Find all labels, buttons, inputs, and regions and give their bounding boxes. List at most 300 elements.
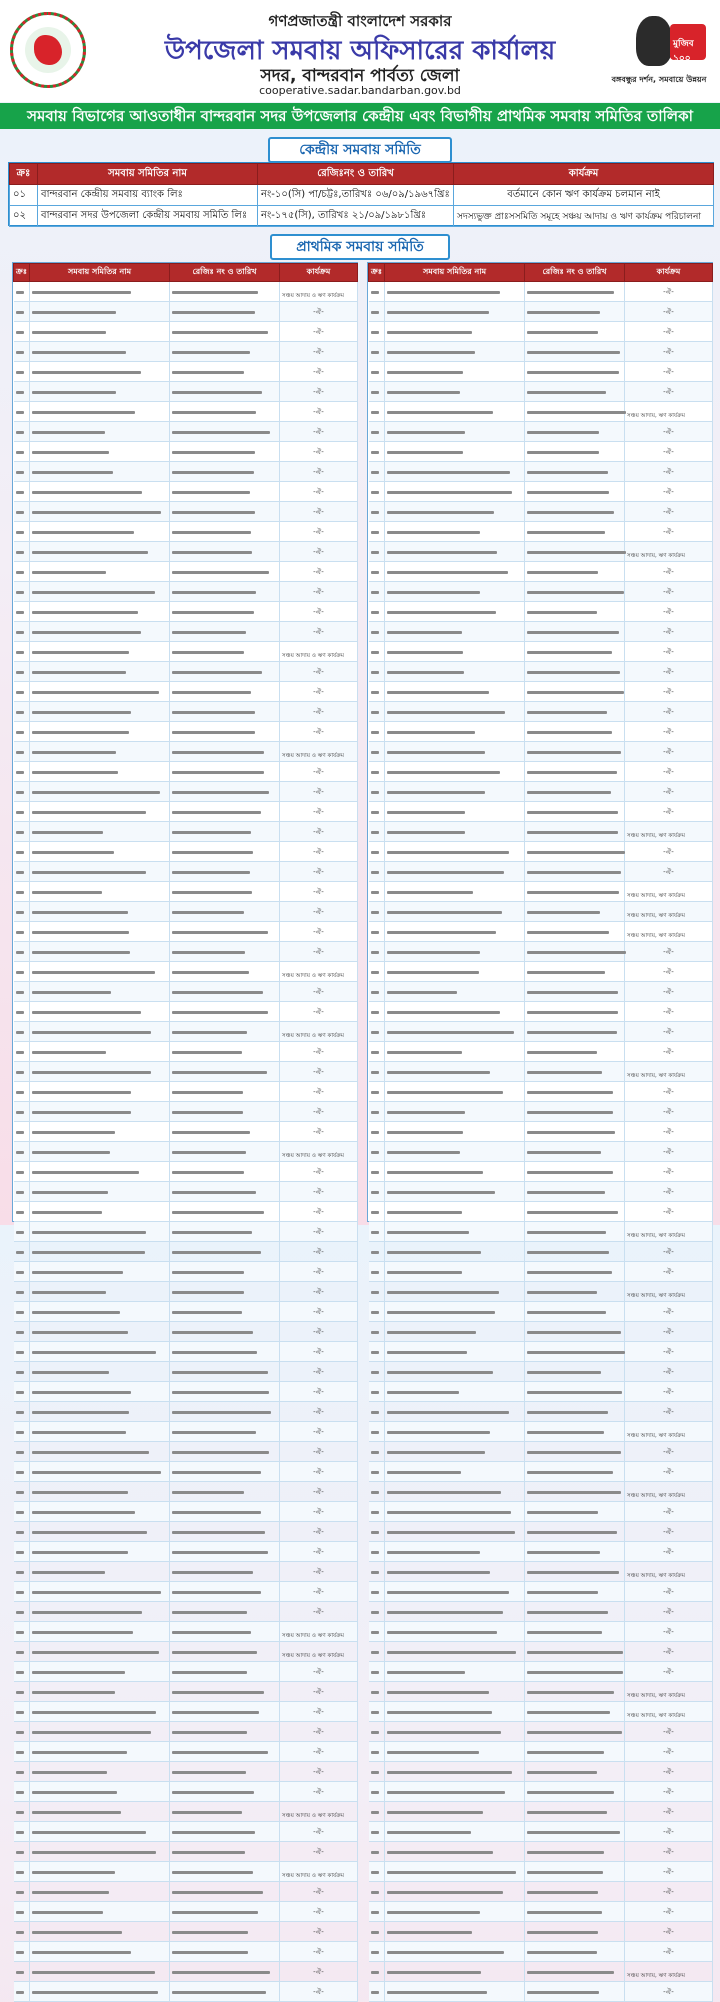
row-serial-placeholder — [14, 1922, 30, 1942]
row-serial-placeholder — [369, 1742, 385, 1762]
row-serial-placeholder — [14, 562, 30, 582]
row-activity: -ঐ- — [625, 1142, 713, 1162]
table-row — [369, 682, 713, 702]
table-row — [369, 282, 713, 302]
row-serial-placeholder — [14, 1102, 30, 1122]
row-activity: -ঐ- — [280, 622, 358, 642]
row-serial-placeholder — [369, 1122, 385, 1142]
table-row — [369, 922, 713, 942]
row-name-placeholder — [385, 1142, 525, 1162]
row-serial-placeholder — [14, 1742, 30, 1762]
table-row — [14, 1882, 358, 1902]
row-registration-placeholder — [170, 442, 280, 462]
row-activity: -ঐ- — [625, 1302, 713, 1322]
table-row — [14, 962, 358, 982]
row-activity: -ঐ- — [280, 1902, 358, 1922]
row-serial-placeholder — [14, 862, 30, 882]
row-activity: -ঐ- — [280, 1742, 358, 1762]
row-name-placeholder — [30, 1522, 170, 1542]
row-serial-placeholder — [369, 1982, 385, 2002]
row-registration-placeholder — [525, 842, 625, 862]
row-activity: -ঐ- — [625, 1442, 713, 1462]
row-serial-placeholder — [369, 1702, 385, 1722]
row-activity: -ঐ- — [625, 1802, 713, 1822]
row-name-placeholder — [30, 1182, 170, 1202]
table-row — [369, 602, 713, 622]
table-row — [369, 1982, 713, 2002]
table-row — [369, 322, 713, 342]
row-registration-placeholder — [525, 1042, 625, 1062]
table-row — [369, 1302, 713, 1322]
row-registration-placeholder — [525, 702, 625, 722]
row-registration-placeholder — [525, 1982, 625, 2002]
row-name-placeholder — [30, 822, 170, 842]
row-name-placeholder — [385, 1942, 525, 1962]
table-row — [369, 1662, 713, 1682]
row-name-placeholder — [30, 1842, 170, 1862]
row-serial-placeholder — [14, 1222, 30, 1242]
row-name-placeholder — [30, 462, 170, 482]
row-registration-placeholder — [170, 1702, 280, 1722]
table-row — [14, 502, 358, 522]
table-row — [14, 622, 358, 642]
row-serial-placeholder — [14, 1042, 30, 1062]
row-name-placeholder — [385, 942, 525, 962]
row-serial-placeholder — [14, 742, 30, 762]
row-registration-placeholder — [525, 442, 625, 462]
table-row — [369, 1802, 713, 1822]
table-row — [14, 1042, 358, 1062]
row-serial-placeholder — [369, 662, 385, 682]
row-registration-placeholder — [525, 1602, 625, 1622]
row-activity: সঞ্চয় আদায়, ঋণ কার্যক্রম — [625, 1222, 713, 1242]
table-row — [14, 482, 358, 502]
row-activity: সঞ্চয় আদায়, ঋণ কার্যক্রম — [625, 1702, 713, 1722]
table-row — [369, 1042, 713, 1062]
row-registration-placeholder — [170, 362, 280, 382]
row-serial-placeholder — [14, 1722, 30, 1742]
row-registration-placeholder — [170, 1282, 280, 1302]
row-activity: -ঐ- — [625, 1402, 713, 1422]
table-row — [14, 762, 358, 782]
table-row — [14, 1322, 358, 1342]
row-serial-placeholder — [14, 1862, 30, 1882]
row-activity: -ঐ- — [625, 322, 713, 342]
row-registration-placeholder — [525, 902, 625, 922]
row-name-placeholder — [385, 362, 525, 382]
table-row — [14, 1802, 358, 1822]
row-activity: -ঐ- — [625, 1862, 713, 1882]
row-name-placeholder — [385, 1322, 525, 1342]
row-name-placeholder — [385, 542, 525, 562]
row-serial-placeholder — [14, 422, 30, 442]
row-activity: -ঐ- — [280, 822, 358, 842]
row-activity: -ঐ- — [280, 602, 358, 622]
row-serial-placeholder — [14, 382, 30, 402]
row-registration-placeholder — [170, 1962, 280, 1982]
row-registration-placeholder — [525, 582, 625, 602]
row-serial-placeholder — [369, 362, 385, 382]
row-registration-placeholder — [170, 1262, 280, 1282]
table-row — [369, 862, 713, 882]
table-row — [14, 1522, 358, 1542]
row-activity: -ঐ- — [625, 962, 713, 982]
table-row — [369, 662, 713, 682]
row-activity: সঞ্চয় আদায় ও ঋণ কার্যক্রম — [280, 1802, 358, 1822]
row-registration-placeholder — [170, 722, 280, 742]
row-serial-placeholder — [14, 1782, 30, 1802]
row-activity: -ঐ- — [625, 1002, 713, 1022]
row-serial-placeholder — [369, 1222, 385, 1242]
table-row — [14, 1002, 358, 1022]
row-registration-placeholder — [525, 802, 625, 822]
row-serial-placeholder — [369, 722, 385, 742]
row-registration-placeholder — [525, 1642, 625, 1662]
row-registration-placeholder — [525, 1482, 625, 1502]
primary-table-right — [367, 262, 713, 1996]
table-row — [14, 1702, 358, 1722]
row-activity: -ঐ- — [280, 1282, 358, 1302]
table-row — [369, 382, 713, 402]
row-serial-placeholder — [369, 982, 385, 1002]
table-row — [369, 1442, 713, 1462]
row-activity: -ঐ- — [280, 1942, 358, 1962]
row-registration-placeholder — [170, 922, 280, 942]
row-registration-placeholder — [170, 742, 280, 762]
row-serial-placeholder — [14, 662, 30, 682]
row-activity: -ঐ- — [625, 1662, 713, 1682]
row-serial-placeholder — [369, 1062, 385, 1082]
table-row — [14, 1182, 358, 1202]
row-serial-placeholder — [14, 322, 30, 342]
slogan: বঙ্গবন্ধুর দর্শন, সমবায়ে উন্নয়ন — [611, 75, 707, 84]
row-name-placeholder — [385, 1482, 525, 1502]
row-activity: -ঐ- — [625, 282, 713, 302]
row-name-placeholder — [385, 1642, 525, 1662]
row-activity: -ঐ- — [280, 1702, 358, 1722]
row-name-placeholder — [30, 922, 170, 942]
row-name-placeholder — [385, 1342, 525, 1362]
table-row — [14, 1142, 358, 1162]
row-registration-placeholder — [525, 342, 625, 362]
row-registration-placeholder — [170, 1982, 280, 2002]
table-row — [14, 782, 358, 802]
row-activity: -ঐ- — [280, 1822, 358, 1842]
row-registration-placeholder — [525, 1702, 625, 1722]
primary-right-rows — [369, 282, 713, 2002]
table-row — [369, 1842, 713, 1862]
row-serial-placeholder — [369, 382, 385, 402]
row-registration-placeholder — [525, 882, 625, 902]
row-activity: -ঐ- — [625, 1982, 713, 2002]
table-row — [14, 1642, 358, 1662]
table-row — [14, 462, 358, 482]
table-row — [14, 442, 358, 462]
row-serial-placeholder — [369, 822, 385, 842]
row-activity: -ঐ- — [280, 1682, 358, 1702]
row-registration-placeholder — [525, 362, 625, 382]
row-serial-placeholder — [369, 1522, 385, 1542]
row-name-placeholder — [385, 722, 525, 742]
row-registration-placeholder — [170, 1782, 280, 1802]
row-name-placeholder — [385, 602, 525, 622]
table-row — [14, 602, 358, 622]
table-row — [369, 1962, 713, 1982]
row-serial-placeholder — [14, 1702, 30, 1722]
table-row — [14, 1942, 358, 1962]
row-activity: -ঐ- — [625, 1542, 713, 1562]
row-serial-placeholder — [14, 1902, 30, 1922]
row-serial-placeholder — [14, 362, 30, 382]
row-serial-placeholder — [14, 722, 30, 742]
table-row — [14, 1242, 358, 1262]
central-table — [9, 163, 714, 227]
table-row — [14, 1602, 358, 1622]
row-registration-placeholder — [525, 742, 625, 762]
row-registration-placeholder — [170, 942, 280, 962]
central-table-container — [8, 162, 714, 226]
row-name-placeholder — [30, 982, 170, 1002]
row-activity: বর্তমানে কোন ঋণ কার্যক্রম চলমান নাই — [454, 185, 714, 206]
row-registration-placeholder — [170, 1402, 280, 1422]
row-serial-placeholder — [369, 1902, 385, 1922]
row-activity: -ঐ- — [625, 642, 713, 662]
row-name-placeholder — [30, 882, 170, 902]
row-activity: -ঐ- — [280, 1262, 358, 1282]
row-serial-placeholder — [369, 1402, 385, 1422]
row-name-placeholder — [385, 1742, 525, 1762]
row-registration-placeholder — [525, 1942, 625, 1962]
row-registration-placeholder — [525, 1142, 625, 1162]
row-activity: সদস্যভুক্ত প্রাঃসসমিতি সমূহে সঞ্চয় আদায় ও ঋণ কার্যক্রম পরিচালনা — [454, 206, 714, 227]
table-row — [14, 382, 358, 402]
row-serial-placeholder — [369, 1442, 385, 1462]
row-serial-placeholder — [14, 1482, 30, 1502]
table-row — [14, 1722, 358, 1742]
row-activity: -ঐ- — [625, 1462, 713, 1482]
row-serial-placeholder — [14, 962, 30, 982]
row-activity: -ঐ- — [280, 402, 358, 422]
row-activity: -ঐ- — [625, 1882, 713, 1902]
row-registration-placeholder — [525, 1522, 625, 1542]
row-name-placeholder — [385, 1362, 525, 1382]
table-row — [369, 1242, 713, 1262]
row-activity: -ঐ- — [280, 1842, 358, 1862]
row-serial-placeholder — [14, 402, 30, 422]
row-name-placeholder — [30, 562, 170, 582]
row-name-placeholder — [30, 642, 170, 662]
table-row — [369, 962, 713, 982]
table-row — [14, 562, 358, 582]
row-name-placeholder — [30, 702, 170, 722]
row-registration-placeholder — [170, 1722, 280, 1742]
row-serial-placeholder — [14, 1082, 30, 1102]
row-serial-placeholder — [14, 1602, 30, 1622]
table-row — [14, 1422, 358, 1442]
row-name-placeholder — [385, 1182, 525, 1202]
website-url[interactable]: cooperative.sadar.bandarban.gov.bd — [259, 84, 461, 97]
row-activity: -ঐ- — [625, 1622, 713, 1642]
row-activity: সঞ্চয় আদায়, ঋণ কার্যক্রম — [625, 1482, 713, 1502]
row-registration-placeholder — [170, 1002, 280, 1022]
row-name-placeholder — [30, 662, 170, 682]
row-registration-placeholder — [170, 502, 280, 522]
table-row — [14, 1262, 358, 1282]
row-name-placeholder — [385, 382, 525, 402]
row-registration-placeholder — [525, 522, 625, 542]
row-activity: -ঐ- — [280, 1222, 358, 1242]
row-registration-placeholder — [170, 1742, 280, 1762]
row-registration-placeholder — [170, 1602, 280, 1622]
row-registration-placeholder — [170, 1462, 280, 1482]
table-row — [369, 1322, 713, 1342]
row-serial-placeholder — [369, 1002, 385, 1022]
row-name-placeholder — [385, 342, 525, 362]
row-activity: -ঐ- — [280, 922, 358, 942]
row-name-placeholder — [385, 1822, 525, 1842]
row-activity: -ঐ- — [625, 982, 713, 1002]
row-registration-placeholder — [170, 642, 280, 662]
row-name-placeholder — [385, 1582, 525, 1602]
row-name-placeholder — [385, 1062, 525, 1082]
row-registration-placeholder — [525, 1342, 625, 1362]
row-name-placeholder — [30, 302, 170, 322]
row-name-placeholder — [30, 602, 170, 622]
row-name-placeholder — [385, 1382, 525, 1402]
portrait-silhouette — [636, 16, 672, 66]
row-name-placeholder — [30, 1602, 170, 1622]
row-serial-placeholder — [14, 1882, 30, 1902]
row-serial-placeholder — [14, 342, 30, 362]
col-registration: রেজিঃ নং ও তারিখ — [170, 264, 280, 282]
table-row — [14, 1982, 358, 2002]
row-registration-placeholder — [525, 1282, 625, 1302]
col-activity: কার্যক্রম — [625, 264, 713, 282]
table-row — [369, 1682, 713, 1702]
row-serial-placeholder — [369, 802, 385, 822]
row-registration-placeholder — [170, 662, 280, 682]
row-registration-placeholder — [525, 942, 625, 962]
row-name-placeholder — [385, 1682, 525, 1702]
col-name: সমবায় সমিতির নাম — [30, 264, 170, 282]
row-registration-placeholder — [525, 1842, 625, 1862]
row-activity: -ঐ- — [280, 1082, 358, 1102]
row-serial-placeholder — [14, 1682, 30, 1702]
row-serial-placeholder — [14, 582, 30, 602]
row-serial-placeholder — [369, 522, 385, 542]
row-activity: -ঐ- — [280, 382, 358, 402]
row-activity: -ঐ- — [625, 1742, 713, 1762]
table-row — [14, 1502, 358, 1522]
row-serial-placeholder — [14, 682, 30, 702]
row-activity: -ঐ- — [280, 1982, 358, 2002]
col-name: সমবায় সমিতির নাম — [385, 264, 525, 282]
row-registration-placeholder — [170, 962, 280, 982]
row-activity: সঞ্চয় আদায়, ঋণ কার্যক্রম — [625, 1562, 713, 1582]
row-activity: -ঐ- — [280, 1242, 358, 1262]
central-section-title: কেন্দ্রীয় সমবায় সমিতি — [268, 137, 452, 163]
row-serial-placeholder — [14, 1382, 30, 1402]
row-activity: সঞ্চয় আদায়, ঋণ কার্যক্রম — [625, 822, 713, 842]
row-registration-placeholder — [170, 622, 280, 642]
row-registration-placeholder — [170, 1102, 280, 1122]
table-row — [369, 482, 713, 502]
table-row — [14, 422, 358, 442]
row-activity: -ঐ- — [625, 722, 713, 742]
row-activity: -ঐ- — [625, 742, 713, 762]
row-serial-placeholder — [14, 1362, 30, 1382]
row-serial-placeholder — [369, 602, 385, 622]
row-registration-placeholder — [525, 962, 625, 982]
row-name-placeholder — [30, 782, 170, 802]
row-activity: -ঐ- — [280, 422, 358, 442]
row-registration-placeholder — [170, 1162, 280, 1182]
row-name-placeholder — [385, 1002, 525, 1022]
row-activity: -ঐ- — [625, 762, 713, 782]
row-serial-placeholder — [369, 1762, 385, 1782]
row-activity: -ঐ- — [280, 1002, 358, 1022]
row-serial-placeholder — [369, 562, 385, 582]
table-row — [14, 1022, 358, 1042]
row-serial-placeholder — [369, 1502, 385, 1522]
row-name-placeholder — [385, 1222, 525, 1242]
table-row — [14, 1562, 358, 1582]
row-serial-placeholder — [14, 1202, 30, 1222]
row-registration-placeholder — [525, 822, 625, 842]
row-name-placeholder — [385, 902, 525, 922]
table-row — [369, 982, 713, 1002]
row-registration-placeholder — [525, 1222, 625, 1242]
primary-table-left — [12, 262, 358, 1996]
row-name-placeholder — [385, 1162, 525, 1182]
row-registration-placeholder — [170, 842, 280, 862]
table-row — [14, 342, 358, 362]
row-registration-placeholder — [525, 1122, 625, 1142]
row-name-placeholder — [385, 1962, 525, 1982]
row-serial-placeholder — [369, 322, 385, 342]
row-registration-placeholder — [170, 1902, 280, 1922]
primary-left-rows — [14, 282, 358, 2002]
row-registration-placeholder — [170, 382, 280, 402]
row-serial-placeholder — [14, 802, 30, 822]
row-name-placeholder — [30, 1422, 170, 1442]
row-activity: -ঐ- — [280, 1482, 358, 1502]
row-registration-placeholder — [525, 542, 625, 562]
row-activity: -ঐ- — [625, 382, 713, 402]
row-name-placeholder — [385, 1882, 525, 1902]
table-row — [369, 1102, 713, 1122]
row-activity: -ঐ- — [625, 302, 713, 322]
row-registration-placeholder — [170, 982, 280, 1002]
row-serial-placeholder — [369, 1282, 385, 1302]
row-registration-placeholder — [170, 1242, 280, 1262]
table-row — [14, 282, 358, 302]
row-activity: -ঐ- — [280, 1422, 358, 1442]
row-activity: সঞ্চয় আদায়, ঋণ কার্যক্রম — [625, 922, 713, 942]
row-registration-placeholder — [525, 1762, 625, 1782]
row-name-placeholder — [30, 1142, 170, 1162]
table-row — [369, 1402, 713, 1422]
table-row — [14, 1342, 358, 1362]
table-row — [369, 1702, 713, 1722]
table-row — [369, 582, 713, 602]
row-activity: -ঐ- — [625, 942, 713, 962]
row-name-placeholder — [30, 1342, 170, 1362]
row-serial-placeholder — [369, 1102, 385, 1122]
row-serial-placeholder — [369, 1802, 385, 1822]
row-serial-placeholder — [369, 962, 385, 982]
row-serial-placeholder — [14, 522, 30, 542]
